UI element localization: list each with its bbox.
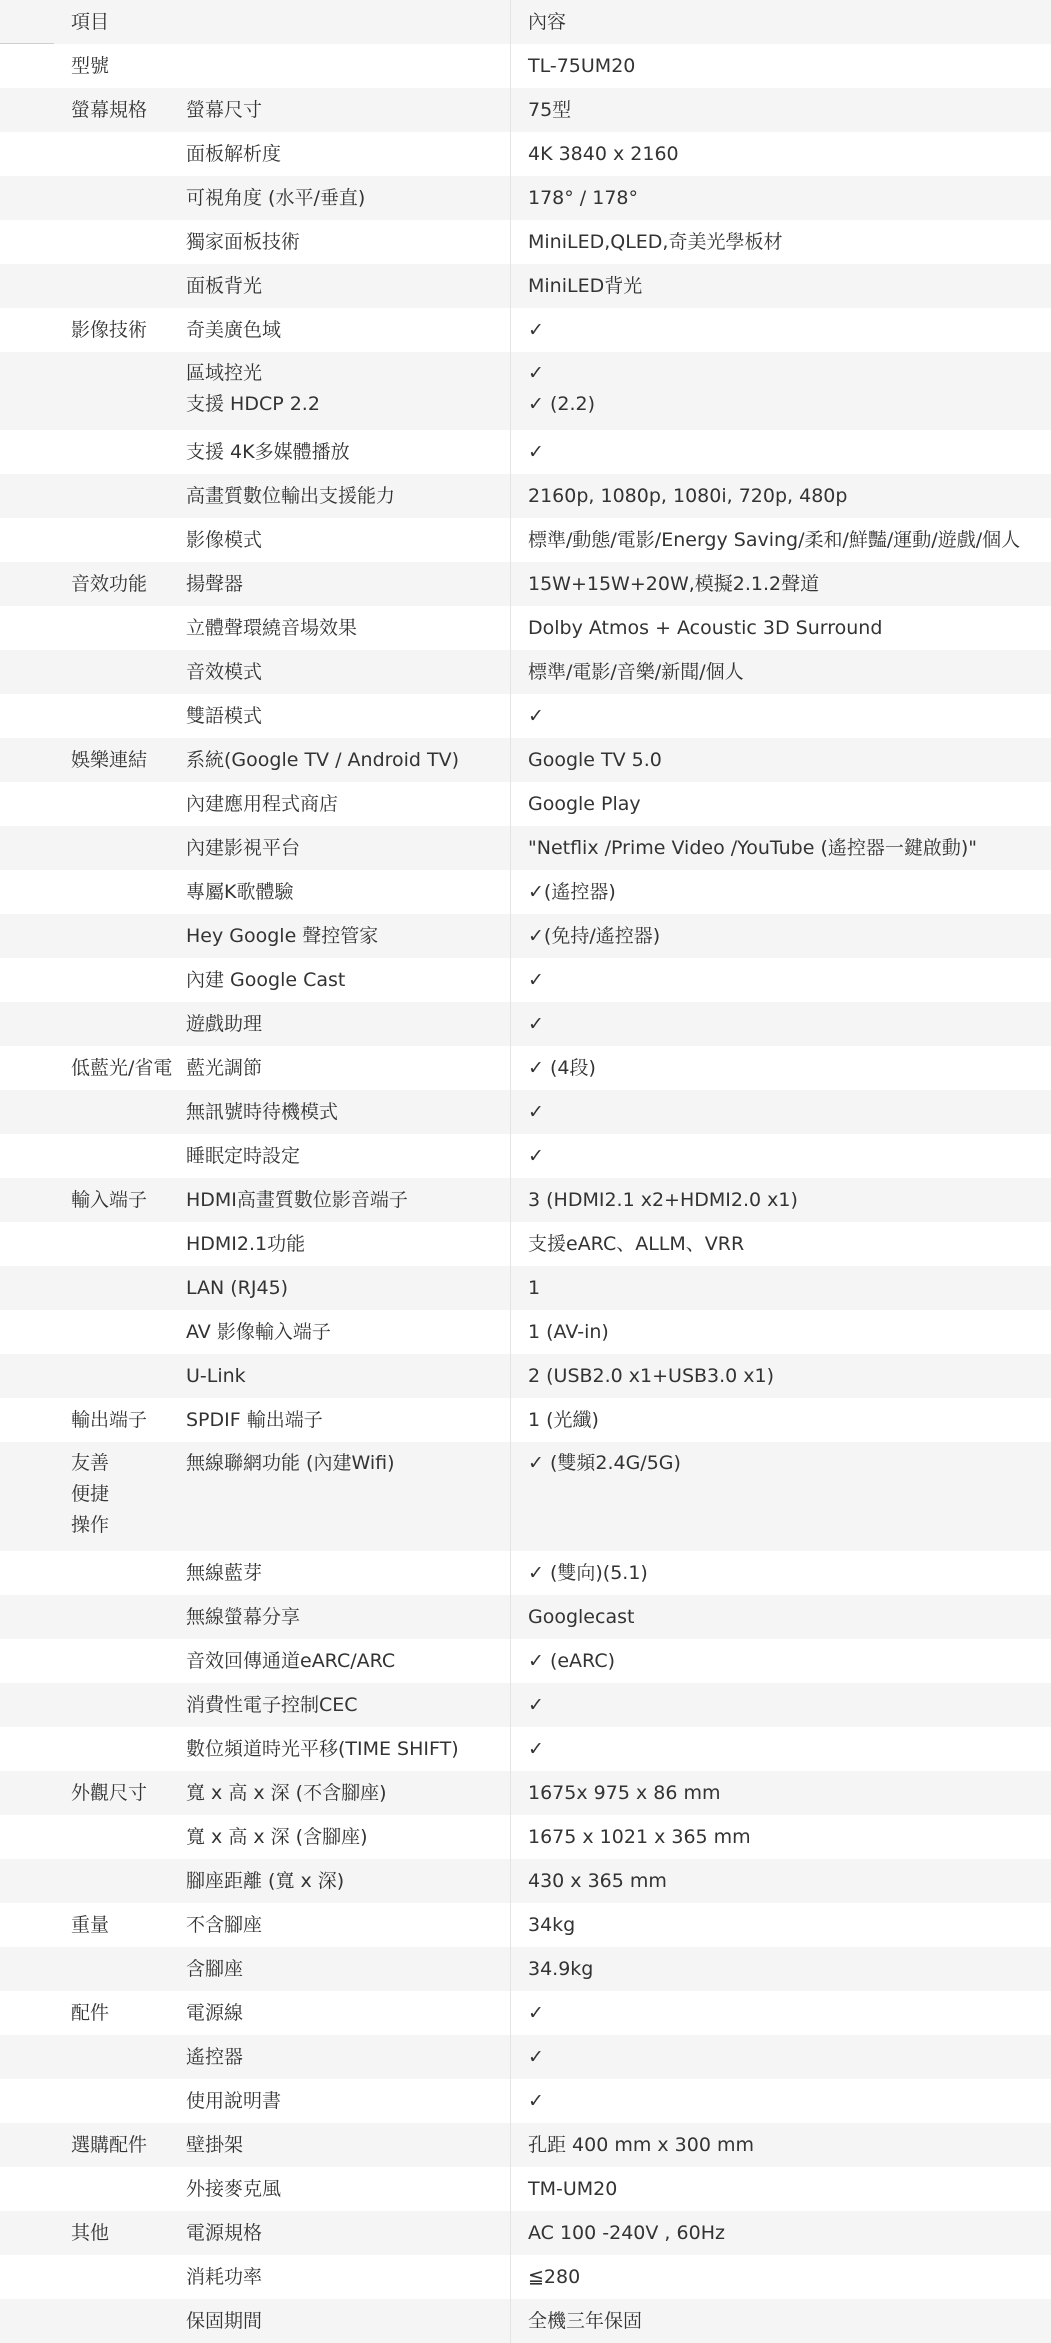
table-row [0,1859,1051,1903]
value-cell: 1675x 975 x 86 mm [510,1771,1051,1815]
item-cell: 寬 x 高 x 深 (不含腳座) [186,1782,387,1804]
value-cell: ✓ [510,308,1051,352]
category-cell: 配件 [71,2002,110,2024]
value-cell: 15W+15W+20W,模擬2.1.2聲道 [510,562,1051,606]
category-cell [0,1947,186,1991]
category-cell [0,2079,186,2123]
table-row [0,1991,1051,2035]
table-row [0,1222,1051,1266]
category-cell: 娛樂連結 [71,749,148,771]
table-row [0,1046,1051,1090]
category-cell [0,220,186,264]
table-row [0,264,1051,308]
value-cell: 75型 [510,88,1051,132]
table-body [0,44,1051,2343]
table-row [0,2299,1051,2343]
category-cell [0,352,186,430]
value-cell: ✓ [510,1727,1051,1771]
item-cell: 遊戲助理 [186,1013,263,1035]
value-cell: 標準/電影/音樂/新聞/個人 [510,650,1051,694]
item-cell: 音效回傳通道eARC/ARC [186,1650,396,1672]
value-cell: 4K 3840 x 2160 [510,132,1051,176]
item-cell: LAN (RJ45) [186,1277,289,1299]
value-cell: MiniLED背光 [510,264,1051,308]
value-cell: Google TV 5.0 [510,738,1051,782]
category-cell: 型號 [71,55,110,77]
table-row [0,88,1051,132]
item-cell: HDMI高畫質數位影音端子 [186,1189,408,1211]
table-row [0,1002,1051,1046]
category-cell [0,958,186,1002]
category-cell: 友善便捷操作 [71,1452,110,1536]
item-cell: 可視角度 (水平/垂直) [186,187,366,209]
item-cell: 高畫質數位輸出支援能力 [186,485,396,507]
table-row [0,1442,1051,1551]
value-cell: 2 (USB2.0 x1+USB3.0 x1) [510,1354,1051,1398]
category-cell: 選購配件 [71,2134,148,2156]
table-row [0,1551,1051,1595]
value-cell: 全機三年保固 [510,2299,1051,2343]
item-cell: HDMI2.1功能 [186,1233,306,1255]
header-content: 內容 [510,0,1051,44]
item-cell: 保固期間 [186,2310,263,2332]
table-row [0,1354,1051,1398]
category-cell [0,1683,186,1727]
item-cell: Hey Google 聲控管家 [186,925,379,947]
table-row [0,1595,1051,1639]
item-cell: 揚聲器 [186,573,244,595]
item-cell: AV 影像輸入端子 [186,1321,331,1343]
category-cell [0,782,186,826]
table-row [0,562,1051,606]
item-label: 區域控光 [186,362,263,384]
value-cell: "Netflix /Prime Video /YouTube (遙控器一鍵啟動)" [510,826,1051,870]
category-cell [0,430,186,474]
value-cell: ✓ [510,1991,1051,2035]
item-cell: 含腳座 [186,1958,244,1980]
table-row [0,308,1051,352]
item-cell: 雙語模式 [186,705,263,727]
table-row [0,1815,1051,1859]
value-cell: Google Play [510,782,1051,826]
table-row [0,1683,1051,1727]
item-cell: 內建影視平台 [186,837,301,859]
item-cell: 內建 Google Cast [186,969,346,991]
category-cell: 低藍光/省電 [71,1057,173,1079]
category-cell [0,650,186,694]
header-item: 項目 [71,11,110,33]
category-cell [0,870,186,914]
value-cell: 支援eARC、ALLM、VRR [510,1222,1051,1266]
value-cell: Dolby Atmos + Acoustic 3D Surround [510,606,1051,650]
value-cell: ✓ [510,958,1051,1002]
item-cell: 外接麥克風 [186,2178,282,2200]
item-cell: 使用說明書 [186,2090,282,2112]
value-cell: ✓ [510,2079,1051,2123]
table-row [0,352,1051,430]
category-cell [0,2167,186,2211]
category-cell: 輸出端子 [71,1409,148,1431]
table-row [0,220,1051,264]
value-cell: 34kg [510,1903,1051,1947]
category-cell [0,2299,186,2343]
table-row [0,1727,1051,1771]
table-row [0,694,1051,738]
table-row [0,870,1051,914]
value-cell: ✓(遙控器) [510,870,1051,914]
category-cell [0,1815,186,1859]
item-cell: 腳座距離 (寬 x 深) [186,1870,345,1892]
category-cell [0,826,186,870]
value-cell: ✓ (雙向)(5.1) [510,1551,1051,1595]
category-cell: 輸入端子 [71,1189,148,1211]
table-row [0,782,1051,826]
table-row [0,44,1051,88]
value-cell: ✓ [510,694,1051,738]
value-cell: 標準/動態/電影/Energy Saving/柔和/鮮豔/運動/遊戲/個人 [510,518,1051,562]
value-cell: ✓ (4段) [510,1046,1051,1090]
table-row [0,474,1051,518]
table-row [0,2167,1051,2211]
item-cell: 電源線 [186,2002,244,2024]
table-row [0,1639,1051,1683]
category-cell [0,2255,186,2299]
category-cell [0,1310,186,1354]
table-row [0,132,1051,176]
value-cell: 178° / 178° [510,176,1051,220]
item-cell: 音效模式 [186,661,263,683]
category-cell [0,694,186,738]
value-cell: 1 (AV-in) [510,1310,1051,1354]
value-cell: ✓ [510,1002,1051,1046]
item-cell: 消費性電子控制CEC [186,1694,358,1716]
table-row [0,2255,1051,2299]
table-row [0,1266,1051,1310]
item-cell: 無線螢幕分享 [186,1606,301,1628]
category-cell [0,132,186,176]
item-cell: 電源規格 [186,2222,263,2244]
category-cell [0,474,186,518]
category-cell: 其他 [71,2222,110,2244]
value-cell: ✓(免持/遙控器) [510,914,1051,958]
item-cell: U-Link [186,1365,246,1387]
item-cell: 藍光調節 [186,1057,263,1079]
category-cell [0,1639,186,1683]
item-label-secondary: 支援 HDCP 2.2 [186,393,320,415]
category-cell [0,1134,186,1178]
item-cell: 系統(Google TV / Android TV) [186,749,460,771]
value-cell: 1 (光纖) [510,1398,1051,1442]
category-cell [0,176,186,220]
item-cell: 內建應用程式商店 [186,793,339,815]
value-cell: Googlecast [510,1595,1051,1639]
value-cell: ✓ [510,2035,1051,2079]
item-cell: 面板背光 [186,275,263,297]
item-cell: 遙控器 [186,2046,244,2068]
category-cell [0,1266,186,1310]
category-cell: 音效功能 [71,573,148,595]
value-cell: ✓ (雙頻2.4G/5G) [510,1442,1051,1551]
item-cell [186,352,510,430]
category-cell [0,1090,186,1134]
table-row [0,176,1051,220]
table-row [0,1090,1051,1134]
table-row [0,1178,1051,1222]
value-cell: AC 100 -240V , 60Hz [510,2211,1051,2255]
value-text-secondary: ✓ (2.2) [528,393,596,415]
item-cell: 數位頻道時光平移(TIME SHIFT) [186,1738,459,1760]
item-cell: 消耗功率 [186,2266,263,2288]
value-cell: ✓ [510,430,1051,474]
table-row [0,738,1051,782]
category-cell [0,1222,186,1266]
value-cell [510,352,1051,430]
item-cell: 支援 4K多媒體播放 [186,441,350,463]
item-cell: 無線藍芽 [186,1562,263,1584]
table-row [0,826,1051,870]
item-cell: 無訊號時待機模式 [186,1101,339,1123]
category-cell [0,1859,186,1903]
value-cell: ✓ [510,1683,1051,1727]
item-cell: 面板解析度 [186,143,282,165]
table-row [0,958,1051,1002]
category-cell: 外觀尺寸 [71,1782,148,1804]
category-cell [0,1551,186,1595]
category-cell [0,264,186,308]
category-cell: 螢幕規格 [71,99,148,121]
value-cell: 430 x 365 mm [510,1859,1051,1903]
item-cell [186,44,510,88]
item-cell: 壁掛架 [186,2134,244,2156]
category-cell [0,1595,186,1639]
item-cell: 影像模式 [186,529,263,551]
value-cell: ✓ [510,1134,1051,1178]
table-row [0,1134,1051,1178]
value-text: ✓ [528,362,544,384]
item-cell: 專屬K歌體驗 [186,881,294,903]
table-row [0,914,1051,958]
table-row [0,2211,1051,2255]
item-cell: SPDIF 輸出端子 [186,1409,323,1431]
value-cell: ✓ (eARC) [510,1639,1051,1683]
category-cell [0,1727,186,1771]
table-row [0,1310,1051,1354]
item-cell: 立體聲環繞音場效果 [186,617,358,639]
value-cell: 2160p, 1080p, 1080i, 720p, 480p [510,474,1051,518]
table-row [0,1771,1051,1815]
value-cell: TL-75UM20 [510,44,1051,88]
category-cell [0,1354,186,1398]
value-cell: MiniLED,QLED,奇美光學板材 [510,220,1051,264]
category-cell [0,2035,186,2079]
category-cell [0,518,186,562]
category-cell: 影像技術 [71,319,148,341]
value-cell: ≦280 [510,2255,1051,2299]
item-cell: 寬 x 高 x 深 (含腳座) [186,1826,368,1848]
table-header-row [0,0,1051,44]
item-cell: 無線聯網功能 (內建Wifi) [186,1452,395,1474]
item-cell: 奇美廣色域 [186,319,282,341]
table-row [0,1903,1051,1947]
category-cell [0,1002,186,1046]
table-row [0,1947,1051,1991]
category-cell: 重量 [71,1914,110,1936]
table-row [0,430,1051,474]
value-cell: 3 (HDMI2.1 x2+HDMI2.0 x1) [510,1178,1051,1222]
value-cell: TM-UM20 [510,2167,1051,2211]
item-cell: 螢幕尺寸 [186,99,263,121]
value-cell: 1 [510,1266,1051,1310]
value-cell: 孔距 400 mm x 300 mm [510,2123,1051,2167]
table-row [0,606,1051,650]
category-cell [0,606,186,650]
category-cell [0,914,186,958]
table-row [0,518,1051,562]
item-cell: 不含腳座 [186,1914,263,1936]
value-cell: 34.9kg [510,1947,1051,1991]
table-row [0,2123,1051,2167]
item-cell: 獨家面板技術 [186,231,301,253]
table-row [0,650,1051,694]
table-row [0,2079,1051,2123]
value-cell: ✓ [510,1090,1051,1134]
table-row [0,2035,1051,2079]
value-cell: 1675 x 1021 x 365 mm [510,1815,1051,1859]
item-cell: 睡眠定時設定 [186,1145,301,1167]
table-row [0,1398,1051,1442]
